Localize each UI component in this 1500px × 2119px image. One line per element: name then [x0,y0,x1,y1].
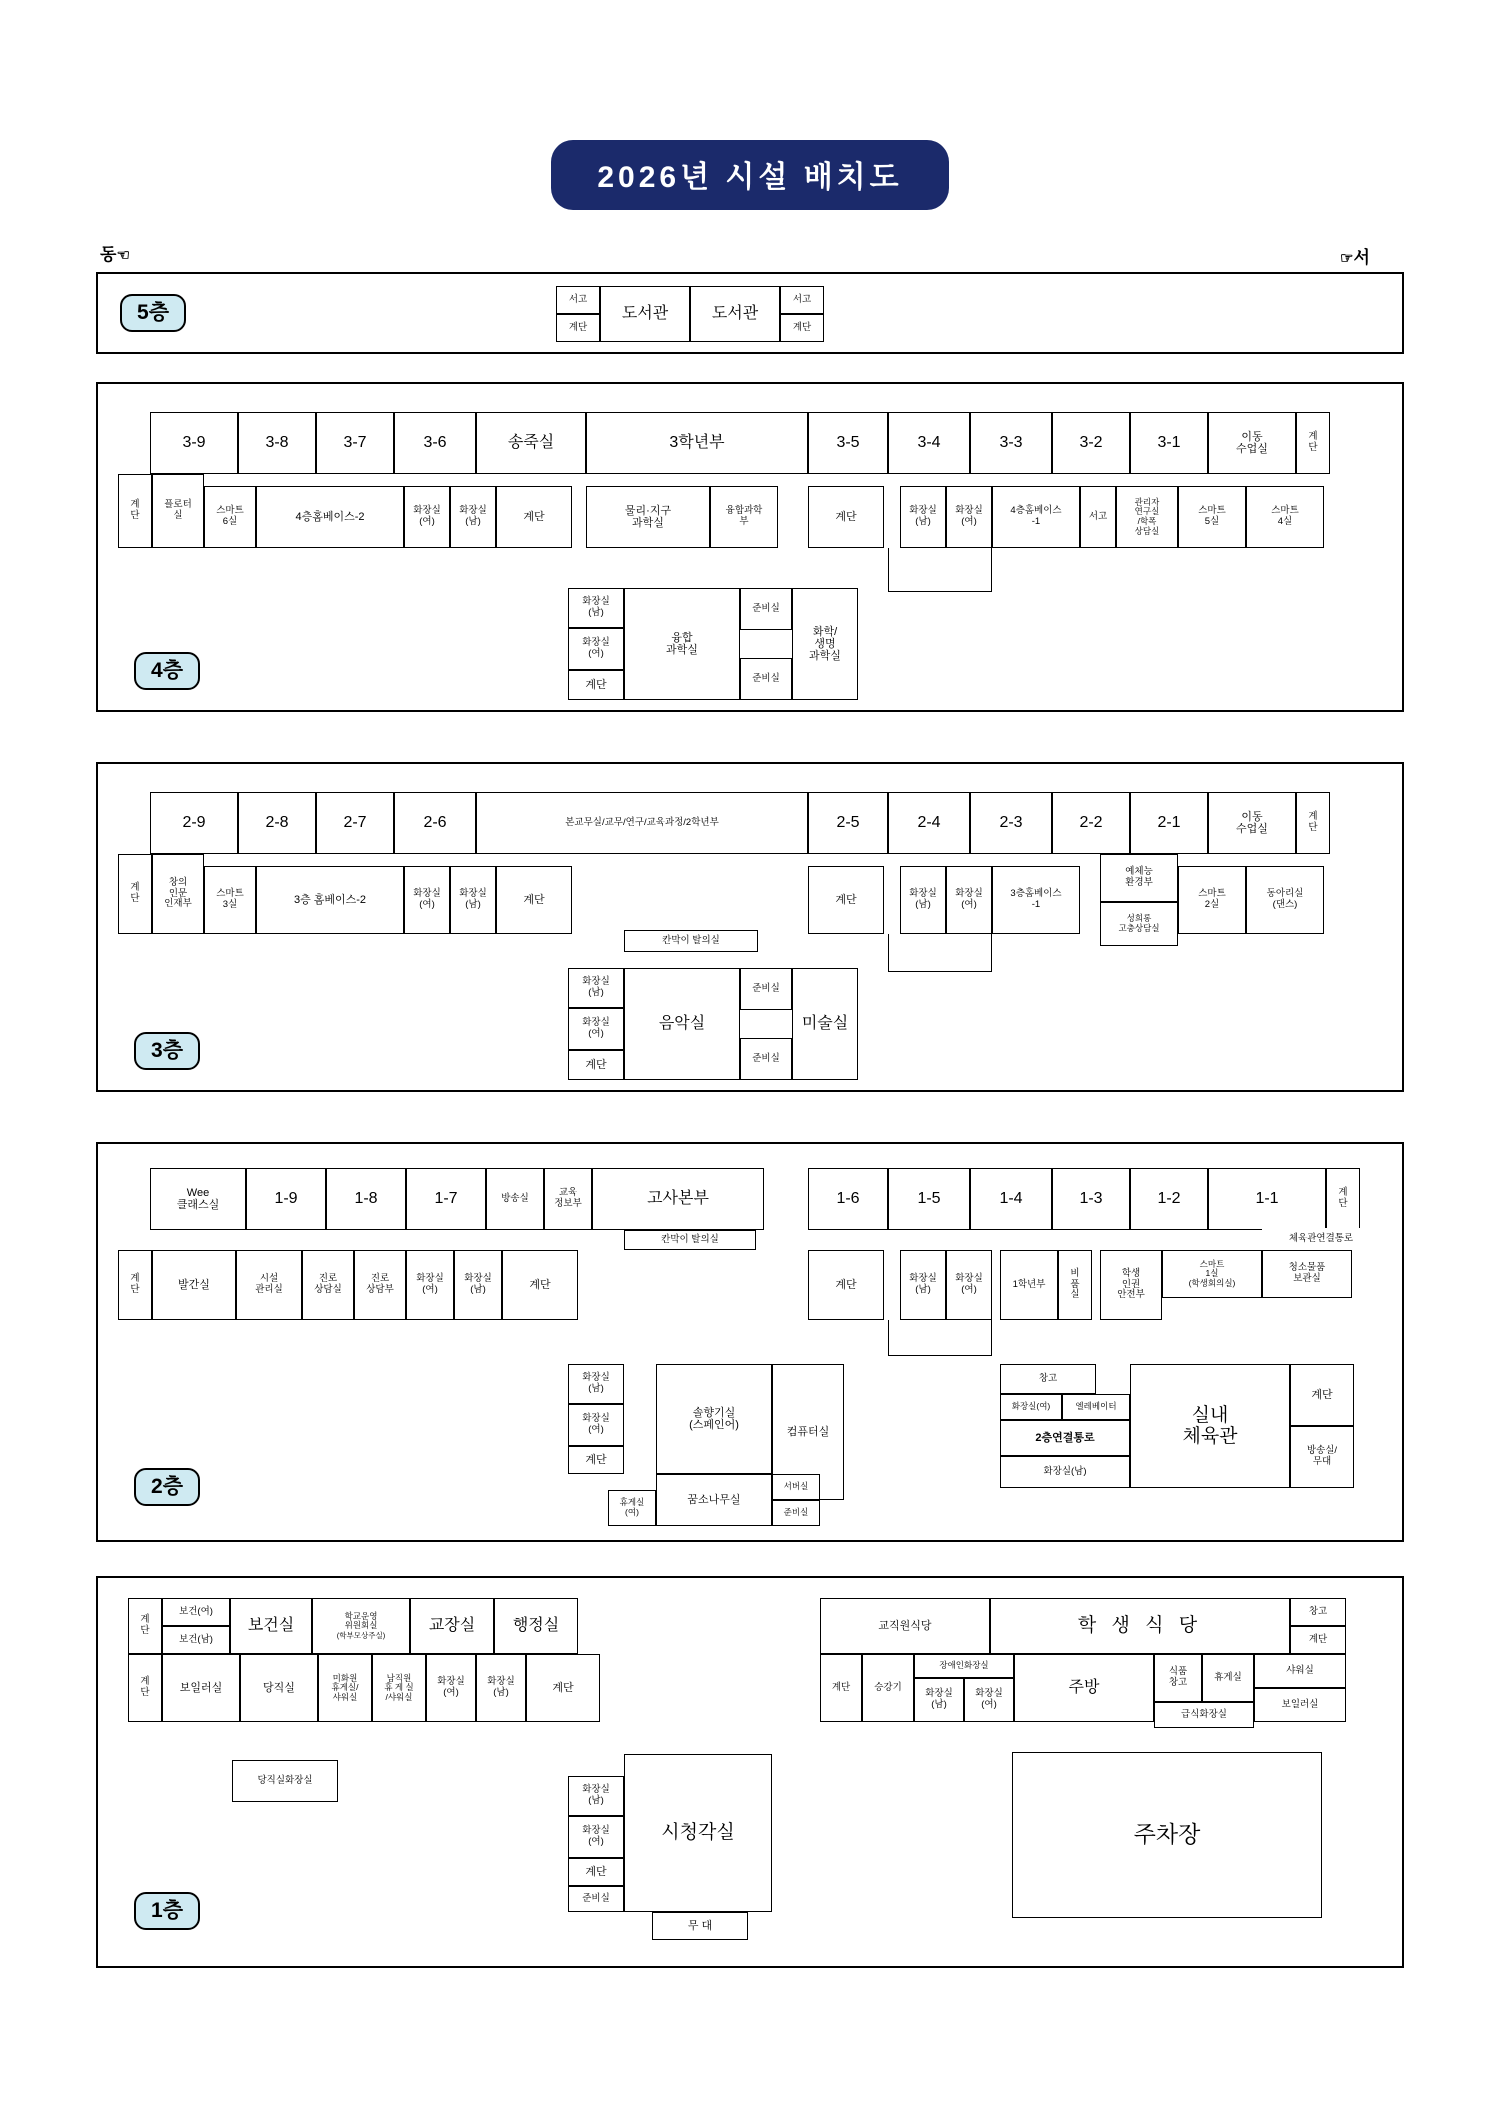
room-1-8[interactable]: 1-8 [326,1168,406,1230]
room-move-class-4f[interactable] [1208,412,1296,474]
room-admin-office[interactable]: 행정실 [494,1598,578,1654]
page-title-wrap [0,140,1500,210]
room-broadcast-stage-label: 방송실/ 무대 [1306,1445,1338,1467]
room-1-6[interactable]: 1-6 [808,1168,888,1230]
room-stair-bottom-4f[interactable]: 계단 [568,670,624,700]
room-edu-info-dept[interactable] [544,1168,592,1230]
room-chem-bio-lab-label: 화학/ 생명 과학실 [809,625,841,663]
page-title: 2026년 시설 배치도 [551,140,948,210]
room-2-2[interactable]: 2-2 [1052,792,1130,854]
room-server[interactable]: 서버실 [772,1474,820,1500]
room-stair-west-2f[interactable] [118,1250,152,1320]
room-wc-female-1f-a[interactable] [426,1654,476,1722]
room-wc-female-4f-c[interactable] [568,628,624,670]
room-homebase-3-1-label: 3층홈베이스 -1 [1010,888,1062,910]
room-cleaning-storage[interactable] [1262,1250,1352,1298]
room-wc-male-2f-a[interactable] [454,1250,502,1320]
room-wc-male-2f-b[interactable] [900,1250,946,1320]
room-3-4[interactable]: 3-4 [888,412,970,474]
room-health-male[interactable]: 보건(남) [162,1626,230,1654]
room-wc-female-2f-c[interactable] [568,1404,624,1446]
compass-west-arrow-icon: ☞ [1340,250,1354,267]
room-stair-west-1f-mid-label: 계 단 [140,1676,150,1698]
room-student-cafeteria[interactable]: 학 생 식 당 [990,1598,1290,1654]
room-smart4-label: 스마트 4실 [1271,505,1299,527]
room-wc-male-1f-c[interactable] [568,1776,624,1816]
room-prep-2f[interactable]: 준비실 [772,1500,820,1526]
room-stair-bottom-2f[interactable]: 계단 [568,1446,624,1474]
room-wc-male-4f-b-label: 화장실 (남) [909,505,937,527]
room-supply[interactable] [1058,1250,1092,1320]
compass-west-label: 서 [1353,248,1370,267]
room-publishing[interactable]: 발간실 [152,1250,236,1320]
room-wc-female-1f-c-label: 화장실 (여) [582,1825,610,1847]
room-wc-male-3f-b-label: 화장실 (남) [909,888,937,910]
room-wc-male-2f-c-label: 화장실 (남) [582,1372,610,1394]
room-duty-office[interactable]: 당직실 [240,1654,318,1722]
room-wc-female-2f-c-label: 화장실 (여) [582,1413,610,1435]
room-boiler-cafeteria[interactable]: 보일러실 [1254,1688,1346,1722]
room-plotter[interactable] [152,474,204,548]
room-seogo-left[interactable]: 서고 [556,286,600,314]
room-fusion-science-dept-label: 융합과학 부 [725,505,763,527]
label-partition-changing-3f: 칸막이 탈의실 [624,930,758,952]
room-wc-female-1f-c[interactable] [568,1816,624,1858]
room-3-3[interactable]: 3-3 [970,412,1052,474]
compass-west [1340,243,1370,268]
room-arts-env-dept[interactable] [1100,854,1178,902]
room-career-counsel-label: 진로 상담실 [314,1273,342,1295]
room-physics-earth-lab[interactable] [586,486,710,548]
room-prep-3f-b[interactable]: 준비실 [740,1038,792,1080]
room-prep-4f-a[interactable]: 준비실 [740,588,792,630]
room-plotter-label: 플로터 실 [164,499,192,521]
room-1-4[interactable]: 1-4 [970,1168,1052,1230]
room-3-9[interactable]: 3-9 [150,412,238,474]
room-male-staff-rest-label: 남직원 휴 게 실 /샤워실 [384,1672,414,1702]
room-smart1-student-council-label: 스마트 1실 (학생회의실) [1188,1258,1236,1288]
room-student-rights-safety[interactable] [1100,1250,1162,1320]
room-fusion-science-lab-label: 융합 과학실 [666,631,698,656]
room-wc-male-3f-b[interactable] [900,866,946,934]
room-arts-env-dept-label: 예체능 환경부 [1125,866,1153,888]
room-2-6[interactable]: 2-6 [394,792,476,854]
room-1-9[interactable]: 1-9 [246,1168,326,1230]
room-chem-bio-lab[interactable] [792,588,858,700]
room-stair-right[interactable]: 계단 [780,314,824,342]
room-computer-lab[interactable]: 컴퓨터실 [772,1364,844,1500]
room-stair-cafeteria[interactable]: 계단 [820,1654,862,1722]
room-club-dance[interactable] [1246,866,1324,934]
room-stair-east-4f-label: 계 단 [1308,431,1318,453]
room-wc-female-2f-a-label: 화장실 (여) [416,1273,444,1295]
room-wc-female-3f-b[interactable] [946,866,992,934]
room-manager-lab[interactable] [1116,486,1178,548]
room-gym-warehouse[interactable]: 창고 [1000,1364,1096,1394]
room-wee-class-label: Wee 클래스실 [176,1186,220,1211]
label-partition-changing-2f: 칸막이 탈의실 [624,1230,756,1250]
room-wc-female-3f-a[interactable] [404,866,450,934]
room-career-dept[interactable] [354,1250,406,1320]
room-3-8[interactable]: 3-8 [238,412,316,474]
floor-4-badge: 4층 [134,652,200,690]
room-2-4[interactable]: 2-4 [888,792,970,854]
room-3-7[interactable]: 3-7 [316,412,394,474]
room-stair-west-1f-top-label: 계 단 [140,1614,150,1636]
room-wc-male-gym[interactable]: 화장실(남) [1000,1456,1130,1488]
room-smart6[interactable] [204,486,256,548]
room-1-5[interactable]: 1-5 [888,1168,970,1230]
room-wc-female-gym[interactable]: 화장실(여) [1000,1394,1062,1420]
room-wc-male-3f-a-label: 화장실 (남) [459,888,487,910]
room-stair-center2-2f[interactable]: 계단 [808,1250,884,1320]
room-facility-mgmt-label: 시설 관리실 [255,1273,283,1295]
room-smart2-label: 스마트 2실 [1198,888,1226,910]
room-seogo-4f[interactable]: 서고 [1080,486,1116,548]
room-3-2[interactable]: 3-2 [1052,412,1130,474]
room-fusion-science-lab[interactable] [624,588,740,700]
room-solhyang-spanish-label: 솔향기실 (스페인어) [689,1406,739,1431]
room-smart2[interactable] [1178,866,1246,934]
room-stair-east-4f[interactable] [1296,412,1330,474]
room-wc-male-4f-c[interactable] [568,588,624,628]
room-wc-female-3f-c-label: 화장실 (여) [582,1017,610,1039]
room-food-storage-label: 식품 창고 [1168,1666,1188,1688]
room-wc-male-3f-c-label: 화장실 (남) [582,976,610,998]
room-2-7[interactable]: 2-7 [316,792,394,854]
room-accessible-restroom[interactable]: 장애인화장실 [914,1654,1014,1678]
room-seogo-right[interactable]: 서고 [780,286,824,314]
room-wc-male-2f-b-label: 화장실 (남) [909,1273,937,1295]
room-harassment-counsel[interactable] [1100,902,1178,946]
room-smart3[interactable] [204,866,256,934]
room-broadcast-stage[interactable] [1290,1426,1354,1488]
room-dream-pine[interactable]: 꿈소나무실 [656,1474,772,1526]
room-smart1-student-council[interactable] [1162,1250,1262,1298]
room-smart5[interactable] [1178,486,1246,548]
room-music[interactable]: 음악실 [624,968,740,1080]
room-prep-4f-b[interactable]: 준비실 [740,658,792,700]
room-smart3-label: 스마트 3실 [216,888,244,910]
room-elevator-2f[interactable]: 엘레베이터 [1062,1394,1130,1420]
room-wc-male-4f-c-label: 화장실 (남) [582,596,610,618]
room-stair-east-2f-label: 계 단 [1338,1187,1348,1209]
room-wc-female-4f-b[interactable] [946,486,992,548]
label-gym-link-corridor: 체육관연결통로 [1262,1228,1380,1250]
room-stair-west-1f-top[interactable] [128,1598,162,1654]
room-school-operations[interactable] [312,1598,410,1654]
room-wc-male-2f-c[interactable] [568,1364,624,1404]
room-indoor-gym[interactable] [1130,1364,1290,1488]
room-stair-west-4f[interactable] [118,474,152,548]
room-smart6-label: 스마트 6실 [216,505,244,527]
room-1-1[interactable]: 1-1 [1208,1168,1326,1230]
room-career-counsel[interactable] [302,1250,354,1320]
room-1-7[interactable]: 1-7 [406,1168,486,1230]
room-career-dept-label: 진로 상담부 [366,1273,394,1295]
room-2-3[interactable]: 2-3 [970,792,1052,854]
room-wc-male-1f-a[interactable] [476,1654,526,1722]
room-elevator-1f[interactable]: 승강기 [862,1654,914,1722]
room-stair-center1-3f[interactable]: 계단 [496,866,572,934]
room-male-staff-rest[interactable] [372,1654,426,1722]
compass-east [100,240,130,265]
room-stair-west-4f-label: 계 단 [130,499,140,521]
room-solhyang-spanish[interactable] [656,1364,772,1474]
room-2-5[interactable]: 2-5 [808,792,888,854]
room-broadcast-2f[interactable]: 방송실 [486,1168,544,1230]
room-wc-male-1f-b-label: 화장실 (남) [925,1688,953,1710]
room-stair-east-1f[interactable]: 계단 [1290,1626,1346,1654]
room-wc-male-3f-a[interactable] [450,866,496,934]
room-grade1-dept[interactable]: 1학년부 [1000,1250,1058,1320]
room-wc-male-2f-a-label: 화장실 (남) [464,1273,492,1295]
room-warehouse-1f[interactable]: 창고 [1290,1598,1346,1626]
room-rest-1f[interactable]: 휴게실 [1202,1654,1254,1702]
room-food-storage[interactable] [1154,1654,1202,1702]
room-kitchen[interactable]: 주방 [1014,1654,1154,1722]
room-staff-cafeteria[interactable]: 교직원식당 [820,1598,990,1654]
room-stair-bottom-3f[interactable]: 계단 [568,1050,624,1080]
room-move-class-3f[interactable] [1208,792,1296,854]
room-duty-restroom[interactable]: 당직실화장실 [232,1760,338,1802]
room-stair-center1-2f[interactable]: 계단 [502,1250,578,1320]
room-wc-female-1f-b-label: 화장실 (여) [975,1688,1003,1710]
room-wee-class[interactable] [150,1168,246,1230]
room-facility-mgmt[interactable] [236,1250,302,1320]
room-3-6[interactable]: 3-6 [394,412,476,474]
room-wc-female-1f-a-label: 화장실 (여) [437,1676,465,1698]
room-wc-female-3f-b-label: 화장실 (여) [955,888,983,910]
room-wc-female-3f-c[interactable] [568,1008,624,1050]
room-wc-female-2f-b-label: 화장실 (여) [955,1273,983,1295]
room-cleaner-rest[interactable] [318,1654,372,1722]
room-art[interactable]: 미술실 [792,968,858,1080]
room-move-class-4f-label: 이동 수업실 [1236,430,1268,455]
room-creative-humanities-dept[interactable] [152,854,204,934]
room-cafeteria-restroom[interactable]: 급식화장실 [1154,1702,1254,1728]
room-prep-1f[interactable]: 준비실 [568,1886,624,1912]
room-parking-lot[interactable]: 주차장 [1012,1752,1322,1918]
room-stair-center2-3f[interactable]: 계단 [808,866,884,934]
floor-2-badge: 2층 [134,1468,200,1506]
room-stair-left[interactable]: 계단 [556,314,600,342]
room-edu-info-dept-label: 교육 정보부 [554,1187,582,1209]
room-student-rights-safety-label: 학생 인권 안전부 [1117,1268,1145,1301]
room-wc-female-1f-b[interactable] [964,1678,1014,1722]
room-wc-block-divider-3f [888,934,992,972]
room-cleaner-rest-label: 미화원 휴게실/ 샤워실 [331,1672,359,1702]
room-wc-female-4f-a-label: 화장실 (여) [413,505,441,527]
compass-east-arrow-icon: ☜ [116,247,130,264]
room-library-2[interactable]: 도서관 [690,286,780,342]
room-stair-east-3f[interactable] [1296,792,1330,854]
room-health-female[interactable]: 보건(여) [162,1598,230,1626]
room-wc-male-1f-c-label: 화장실 (남) [582,1784,610,1806]
room-wc-block-divider-2f [888,1320,992,1356]
room-2-8[interactable]: 2-8 [238,792,316,854]
room-wc-female-4f-c-label: 화장실 (여) [582,637,610,659]
room-school-operations-label: 학교운영 위원회실 (학부모상주실) [336,1610,386,1640]
room-stair-bottom-1f[interactable]: 계단 [568,1858,624,1886]
room-wc-male-1f-a-label: 화장실 (남) [487,1676,515,1698]
room-homebase-4-2[interactable]: 4층홈베이스-2 [256,486,404,548]
room-smart5-label: 스마트 5실 [1198,505,1226,527]
floor-3-badge: 3층 [134,1032,200,1070]
room-songjuk[interactable]: 송죽실 [476,412,586,474]
room-wc-male-4f-b[interactable] [900,486,946,548]
room-move-class-3f-label: 이동 수업실 [1236,810,1268,835]
room-2-1[interactable]: 2-1 [1130,792,1208,854]
room-2-9[interactable]: 2-9 [150,792,238,854]
room-stair-east-2f[interactable] [1326,1168,1360,1230]
room-stair-center2-4f[interactable]: 계단 [808,486,884,548]
room-wc-male-1f-b[interactable] [914,1678,964,1722]
room-wc-female-2f-b[interactable] [946,1250,992,1320]
room-rest-female-2f-label: 휴게실 (여) [619,1497,645,1517]
room-creative-humanities-dept-label: 창의 인문 인재부 [164,877,192,910]
room-homebase-3-1[interactable] [992,866,1080,934]
room-stair-west-3f[interactable] [118,854,152,934]
room-prep-3f-a[interactable]: 준비실 [740,968,792,1010]
room-stair-center1-4f[interactable]: 계단 [496,486,572,548]
room-wc-female-4f-a[interactable] [404,486,450,548]
room-stair-west-1f-mid[interactable] [128,1654,162,1722]
room-stair-west-2f-label: 계 단 [130,1273,140,1295]
room-main-office[interactable]: 본교무실/교무/연구/교육과정/2학년부 [476,792,808,854]
room-indoor-gym-label: 실내 체육관 [1182,1404,1238,1447]
room-rest-female-2f[interactable] [608,1490,656,1526]
room-stair-center-1f[interactable]: 계단 [526,1654,600,1722]
room-1-2[interactable]: 1-2 [1130,1168,1208,1230]
room-fusion-science-dept[interactable] [710,486,778,548]
room-principal-office[interactable]: 교장실 [410,1598,494,1654]
room-harassment-counsel-label: 성희롱 고충상담실 [1118,913,1160,933]
compass-east-label: 동 [100,245,117,264]
room-exam-hq[interactable]: 고사본부 [592,1168,764,1230]
room-3-1[interactable]: 3-1 [1130,412,1208,474]
room-1-3[interactable]: 1-3 [1052,1168,1130,1230]
room-wc-block-divider-4f [888,548,992,592]
room-homebase-3-2[interactable]: 3층 홈베이스-2 [256,866,404,934]
room-homebase-4-1[interactable] [992,486,1080,548]
room-3-5[interactable]: 3-5 [808,412,888,474]
room-club-dance-label: 동아리실 (댄스) [1266,888,1304,910]
room-wc-female-4f-b-label: 화장실 (여) [955,505,983,527]
room-supply-label: 비 품 실 [1070,1268,1080,1301]
room-wc-female-2f-a[interactable] [406,1250,454,1320]
room-wc-female-3f-a-label: 화장실 (여) [413,888,441,910]
room-stair-east-3f-label: 계 단 [1308,811,1318,833]
room-cleaning-storage-label: 청소물품 보관실 [1288,1262,1326,1284]
room-grade3-dept[interactable]: 3학년부 [586,412,808,474]
room-boiler-1f[interactable]: 보일러실 [162,1654,240,1722]
room-homebase-4-1-label: 4층홈베이스 -1 [1010,505,1062,527]
room-wc-male-4f-a-label: 화장실 (남) [459,505,487,527]
room-physics-earth-lab-label: 물리·지구 과학실 [624,504,672,529]
room-manager-lab-label: 관리자 연구실 /학폭 상담실 [1134,496,1160,536]
room-stair-west-3f-label: 계 단 [130,882,140,904]
room-library-1[interactable]: 도서관 [600,286,690,342]
floor-5-badge: 5층 [120,294,186,332]
label-2f-link-corridor: 2층연결통로 [1000,1420,1130,1456]
room-wc-male-4f-a[interactable] [450,486,496,548]
room-shower-1f[interactable]: 샤워실 [1254,1654,1346,1688]
room-stage-1f[interactable]: 무 대 [652,1912,748,1940]
room-smart4[interactable] [1246,486,1324,548]
room-stair-gym[interactable]: 계단 [1290,1364,1354,1426]
room-av-room[interactable]: 시청각실 [624,1754,772,1912]
room-health-office[interactable]: 보건실 [230,1598,312,1654]
floor-1-badge: 1층 [134,1892,200,1930]
room-wc-male-3f-c[interactable] [568,968,624,1008]
